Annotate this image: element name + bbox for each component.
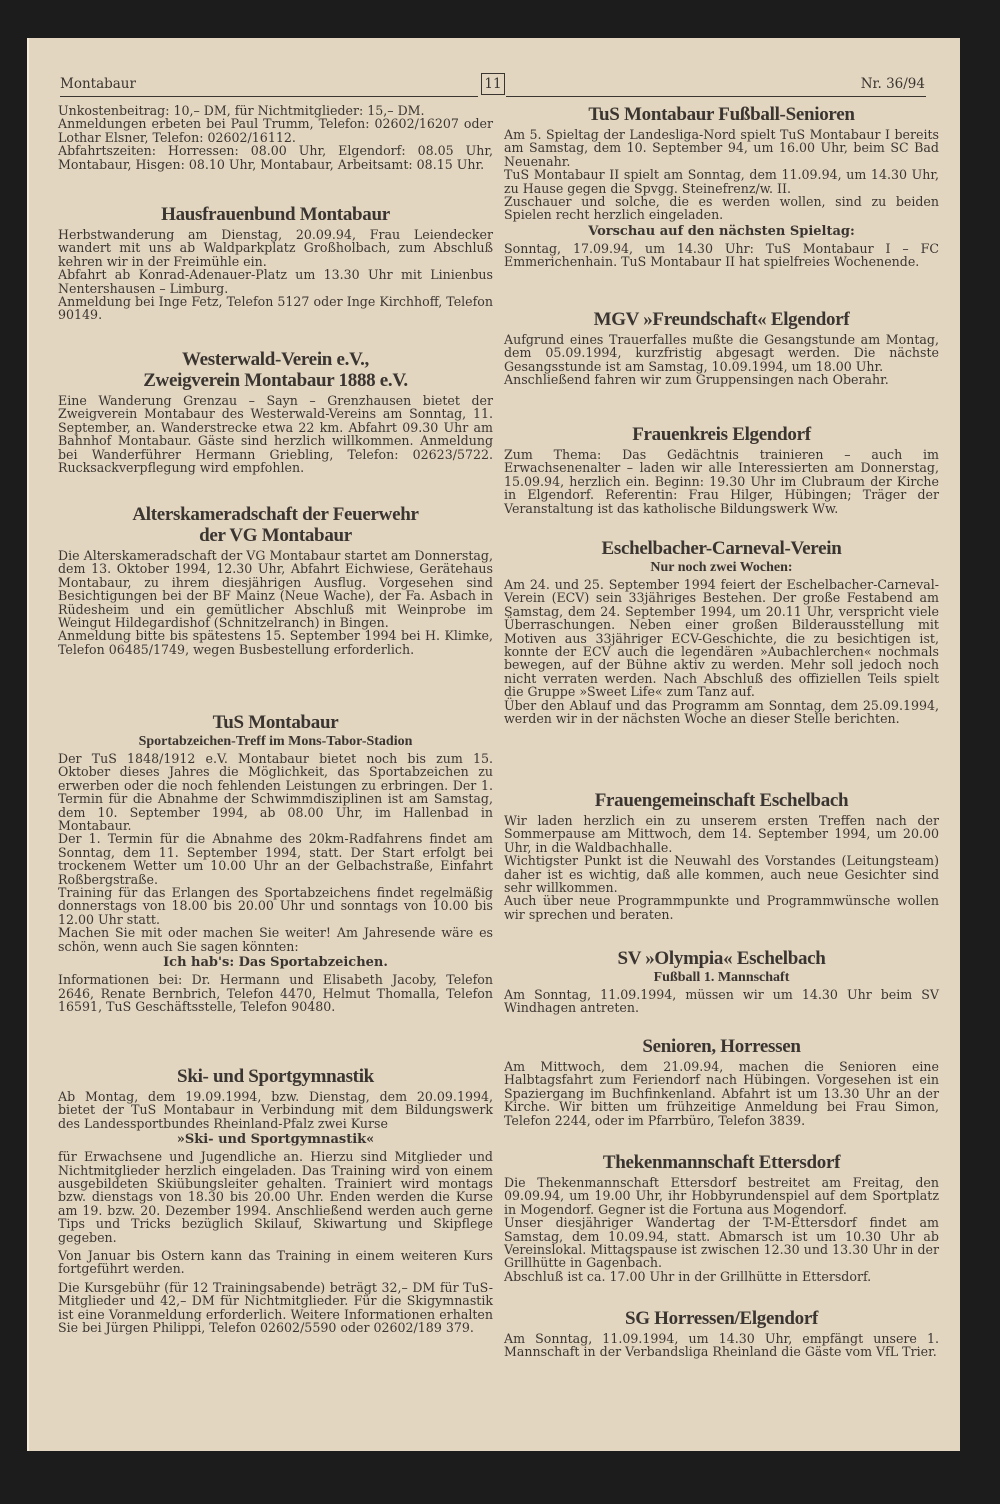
header-town: Montabaur: [60, 76, 136, 92]
article-heading: Westerwald-Verein e.V.,: [182, 349, 369, 370]
paragraph: Unser diesjähriger Wandertag der T-M-Ettersdorf findet am Samstag, dem 10.09.94, statt. Abmarsch ist um 10.30 Uhr ab Vereinslokal. Mittagspause ist zwischen 12.30 und 13.30 Uhr in der Grillhütte in Gagenbach.: [504, 1215, 939, 1271]
article-heading: MGV »Freundschaft« Elgendorf: [593, 309, 850, 330]
article-ski-sportgymnastik: [58, 1066, 493, 1335]
issue-number: Nr. 36/94: [860, 76, 925, 92]
article-westerwald-verein: [58, 349, 493, 474]
paragraph: Aufgrund eines Trauerfalles mußte die Gesangstunde am Montag, dem 05.09.1994, kurzfristig abgesagt werden. Die nächste Gesangsstunde ist am Samstag, 10.09.1994, um 18.00 Uhr.: [504, 332, 939, 374]
paragraph: Anschließend fahren wir zum Gruppensingen nach Oberahr.: [504, 372, 889, 388]
paragraph: Am Sonntag, 11.09.1994, um 14.30 Uhr, empfängt unsere 1. Mannschaft in der Verbandsliga Rheinland die Gäste vom VfL Trier.: [504, 1331, 939, 1360]
paragraph: Abschluß ist ca. 17.00 Uhr in der Grillhütte in Ettersdorf.: [504, 1268, 872, 1284]
paragraph: für Erwachsene und Jugendliche an. Hierzu sind Mitglieder und Nichtmitglieder herzlich eingeladen. Das Training wird von einem ausgebildeten Skiübungsleiter gehalten. Trainiert wird montags bzw. dienstags von 18.30 bis 20.00 Uhr. Enden werden die Kurse am 19. bzw. 20. Dezember 1994. Anschließend werden auch gerne Tips und Tricks bezüglich Skilauf, Skiwartung und Skipflege gegeben.: [58, 1149, 493, 1245]
article-sv-olympia: [504, 948, 939, 1015]
article-frauenkreis: [504, 424, 939, 515]
page-number: 11: [481, 73, 505, 95]
article-heading: Alterskameradschaft der Feuerwehr: [132, 504, 419, 525]
paragraph: Am 5. Spieltag der Landesliga-Nord spielt TuS Montabaur I bereits am Samstag, dem 10. September 94, um 16.00 Uhr, beim SC Bad Neuenahr.: [504, 127, 939, 169]
article-unkosten: [58, 104, 493, 171]
paragraph: Der 1. Termin für die Abnahme des 20km-Radfahrens findet am Sonntag, dem 11. September 1994, statt. Der Start erfolgt bei trockenem Wetter um 10.00 Uhr an der Gelbachstraße, Einfahrt Roßbergstraße.: [58, 831, 493, 887]
paragraph: Sonntag, 17.09.94, um 14.30 Uhr: TuS Montabaur I – FC Emmerichenhain. TuS Montabaur II hat spielfreies Wochenende.: [504, 240, 939, 270]
article-subheading: Sportabzeichen-Treff im Mons-Tabor-Stadion: [138, 734, 413, 749]
article-sg-horressen: [504, 1308, 939, 1359]
paragraph: Eine Wanderung Grenzau – Sayn – Grenzhausen bietet der Zweigverein Montabaur des Westerwald-Vereins am Sonntag, 11. September, an. Wanderstrecke etwa 22 km. Abfahrt 09.30 Uhr am Bahnhof Montabaur. Gäste sind herzlich willkommen. Anmeldung bei Wanderführer Hermann Griebling, Telefon: 02623/5722. Rucksackverpflegung wird empfohlen.: [58, 393, 493, 476]
article-heading: Ski- und Sportgymnastik: [177, 1066, 374, 1087]
article-heading-line2: der VG Montabaur: [199, 525, 352, 546]
article-carneval-verein: [504, 538, 939, 725]
paragraph: Machen Sie mit oder machen Sie weiter! Am Jahresende wäre es schön, wenn auch Sie sagen könnten:: [58, 925, 493, 954]
paragraph: Abfahrt ab Konrad-Adenauer-Platz um 13.30 Uhr mit Linienbus Nentershausen – Limburg.: [58, 267, 493, 296]
paragraph: Die Alterskameradschaft der VG Montabaur startet am Donnerstag, dem 13. Oktober 1994, 12.30 Uhr, Abfahrt Eichwiese, Gerätehaus Montabaur, zu ihrem diesjährigen Ausflug. Vorgesehen sind Besichtigungen bei der BF Mainz (Neue Wache), der Fa. Asbach in Rüdesheim und ein gemütlicher Abschluß mit Weinprobe im Weingut Hildegardishof (Schnitzelranch) in Bingen.: [58, 548, 493, 631]
article-heading: TuS Montabaur: [212, 712, 339, 733]
article-senioren-horressen: [504, 1036, 939, 1127]
article-thekenmannschaft: [504, 1152, 939, 1283]
article-mgv-freundschaft: [504, 309, 939, 387]
article-heading: Thekenmannschaft Ettersdorf: [602, 1152, 841, 1173]
paragraph: Training für das Erlangen des Sportabzeichens findet regelmäßig donnerstags von 18.00 bis 20.00 Uhr und sonntags von 10.00 bis 12.00 Uhr statt.: [58, 885, 493, 927]
paragraph: Von Januar bis Ostern kann das Training in einem weiteren Kurs fortgeführt werden.: [58, 1248, 493, 1277]
article-heading: Frauengemeinschaft Eschelbach: [594, 790, 849, 811]
article-alterskameradschaft: [58, 504, 493, 656]
paragraph: TuS Montabaur II spielt am Sonntag, dem 11.09.94, um 14.30 Uhr, zu Hause gegen die Spvgg. Steinefrenz/w. II.: [504, 167, 939, 196]
paragraph: Zum Thema: Das Gedächtnis trainieren – auch im Erwachsenenalter – laden wir alle Interessierten am Donnerstag, 15.09.94, herzlich ein. Beginn: 19.30 Uhr im Clubraum der Kirche in Elgendorf. Referentin: Frau Hilger, Hübingen; Träger der Veranstaltung ist das katholische Bildungswerk Ww.: [504, 447, 939, 516]
paragraph: Der TuS 1848/1912 e.V. Montabaur bietet noch bis zum 15. Oktober dieses Jahres die Möglichkeit, das Sportabzeichen zu erwerben oder die noch fehlenden Leistungen zu erbringen. Der 1. Termin für die Abnahme der Schwimmdisziplinen ist am Samstag, dem 10. September 1994, ab 08.00 Uhr, im Hallenbad in Montabaur.: [58, 751, 493, 834]
article-tus-montabaur: [58, 712, 493, 1013]
article-subheading: Nur noch zwei Wochen:: [650, 560, 793, 575]
paragraph: Am 24. und 25. September 1994 feiert der Eschelbacher-Carneval-Verein (ECV) sein 33jähriges Bestehen. Der große Festabend am Samstag, dem 24. September 1994, um 20.11 Uhr, verspricht viele Überraschungen. Neben einer großen Bilderausstellung mit Motiven aus 33jähriger ECV-Geschichte, die zu besichtigen ist, konnte der ECV auch die legendären »Aubachlerchen« nochmals bewegen, auf der Bühne aktiv zu werden. Mehr soll jedoch noch nicht verraten werden. Nach Abschluß des offiziellen Teils spielt die Gruppe »Sweet Life« zum Tanz auf.: [504, 577, 939, 700]
paragraph: Die Kursgebühr (für 12 Trainingsabende) beträgt 32,– DM für TuS-Mitglieder und 42,– DM für Nichtmitglieder. Für die Skigymnastik ist eine Voranmeldung erforderlich. Weitere Informationen erhalten Sie bei Jürgen Philippi, Telefon 02602/5590 oder 02602/189 379.: [58, 1279, 493, 1336]
paragraph: Abfahrtszeiten: Horressen: 08.00 Uhr, Elgendorf: 08.05 Uhr, Montabaur, Hisgen: 08.10 Uhr, Montabaur, Arbeitsamt: 08.15 Uhr.: [58, 143, 493, 172]
paragraph: Anmeldung bitte bis spätestens 15. September 1994 bei H. Klimke, Telefon 06485/1749, wegen Busbestellung erforderlich.: [58, 628, 493, 657]
article-fussball-senioren: [504, 104, 939, 269]
paragraph: Über den Ablauf und das Programm am Sonntag, dem 25.09.1994, werden wir in der nächsten Woche an dieser Stelle berichten.: [504, 697, 939, 727]
slogan: Ich hab's: Das Sportabzeichen.: [163, 955, 388, 971]
paragraph: Am Mittwoch, dem 21.09.94, machen die Senioren eine Halbtagsfahrt zum Feriendorf nach Hübingen. Vorgesehen ist ein Spaziergang im Buchfinkenland. Abfahrt ist um 13.30 Uhr an der Kirche. Wir bitten um frühzeitige Anmeldung bei Frau Simon, Telefon 2244, oder im Pfarrbüro, Telefon 3839.: [504, 1059, 939, 1128]
header-rule-left: [60, 96, 478, 97]
paragraph: Unkostenbeitrag: 10,– DM, für Nichtmitglieder: 15,– DM.: [58, 103, 425, 118]
paragraph: Herbstwanderung am Dienstag, 20.09.94, Frau Leiendecker wandert mit uns ab Waldparkplatz Großholbach, zum Abschluß kehren wir in der Freimühle ein.: [58, 227, 493, 269]
paragraph: Wichtigster Punkt ist die Neuwahl des Vorstandes (Leitungsteam) daher ist es wichtig, daß alle kommen, auch neue Gesichter sind sehr willkommen.: [504, 853, 939, 896]
paragraph: Anmeldung bei Inge Fetz, Telefon 5127 oder Inge Kirchhoff, Telefon 90149.: [58, 294, 493, 323]
paragraph: Wir laden herzlich ein zu unserem ersten Treffen nach der Sommerpause am Mittwoch, dem 14. September 1994, um 20.00 Uhr, in die Waldbachhalle.: [504, 813, 939, 855]
paragraph: Ab Montag, dem 19.09.1994, bzw. Dienstag, dem 20.09.1994, bietet der TuS Montabaur in Verbindung mit dem Bildungswerk des Landessportbundes Rheinland-Pfalz zwei Kurse: [58, 1089, 493, 1131]
paragraph: Auch über neue Programmpunkte und Programmwünsche wollen wir sprechen und beraten.: [504, 893, 939, 922]
article-heading: SV »Olympia« Eschelbach: [617, 948, 826, 969]
paragraph: Die Thekenmannschaft Ettersdorf bestreitet am Freitag, den 09.09.94, um 19.00 Uhr, ihr Hobbyrundenspiel auf dem Sportplatz in Mogendorf. Gegner ist die Fortuna aus Mogendorf.: [504, 1175, 939, 1217]
preview-heading: Vorschau auf den nächsten Spieltag:: [588, 223, 855, 239]
paragraph: Anmeldungen erbeten bei Paul Trumm, Telefon: 02602/16207 oder Lothar Elsner, Telefon: 02602/16112.: [58, 116, 493, 145]
course-name: »Ski- und Sportgymnastik«: [176, 1132, 375, 1148]
article-hausfrauenbund: [58, 204, 493, 322]
article-heading-line2: Zweigverein Montabaur 1888 e.V.: [143, 370, 408, 391]
article-heading: Eschelbacher-Carneval-Verein: [601, 538, 842, 559]
paragraph: Zuschauer und solche, die es werden wollen, sind zu beiden Spielen recht herzlich eingeladen.: [504, 194, 939, 223]
article-heading: SG Horressen/Elgendorf: [624, 1308, 819, 1329]
article-frauengemeinschaft: [504, 790, 939, 921]
header-rule-right: [506, 96, 926, 97]
article-heading: TuS Montabaur Fußball-Senioren: [588, 104, 855, 125]
paragraph: Informationen bei: Dr. Hermann und Elisabeth Jacoby, Telefon 2646, Renate Bernbrich, Telefon 4470, Helmut Thomalla, Telefon 16591, TuS Geschäftsstelle, Telefon 90480.: [58, 972, 493, 1014]
article-heading: Senioren, Horressen: [642, 1036, 801, 1057]
article-subheading: Fußball 1. Mannschaft: [653, 970, 790, 985]
article-heading: Frauenkreis Elgendorf: [632, 424, 811, 445]
paragraph: Am Sonntag, 11.09.1994, müssen wir um 14.30 Uhr beim SV Windhagen antreten.: [504, 987, 939, 1016]
article-heading: Hausfrauenbund Montabaur: [161, 204, 390, 225]
